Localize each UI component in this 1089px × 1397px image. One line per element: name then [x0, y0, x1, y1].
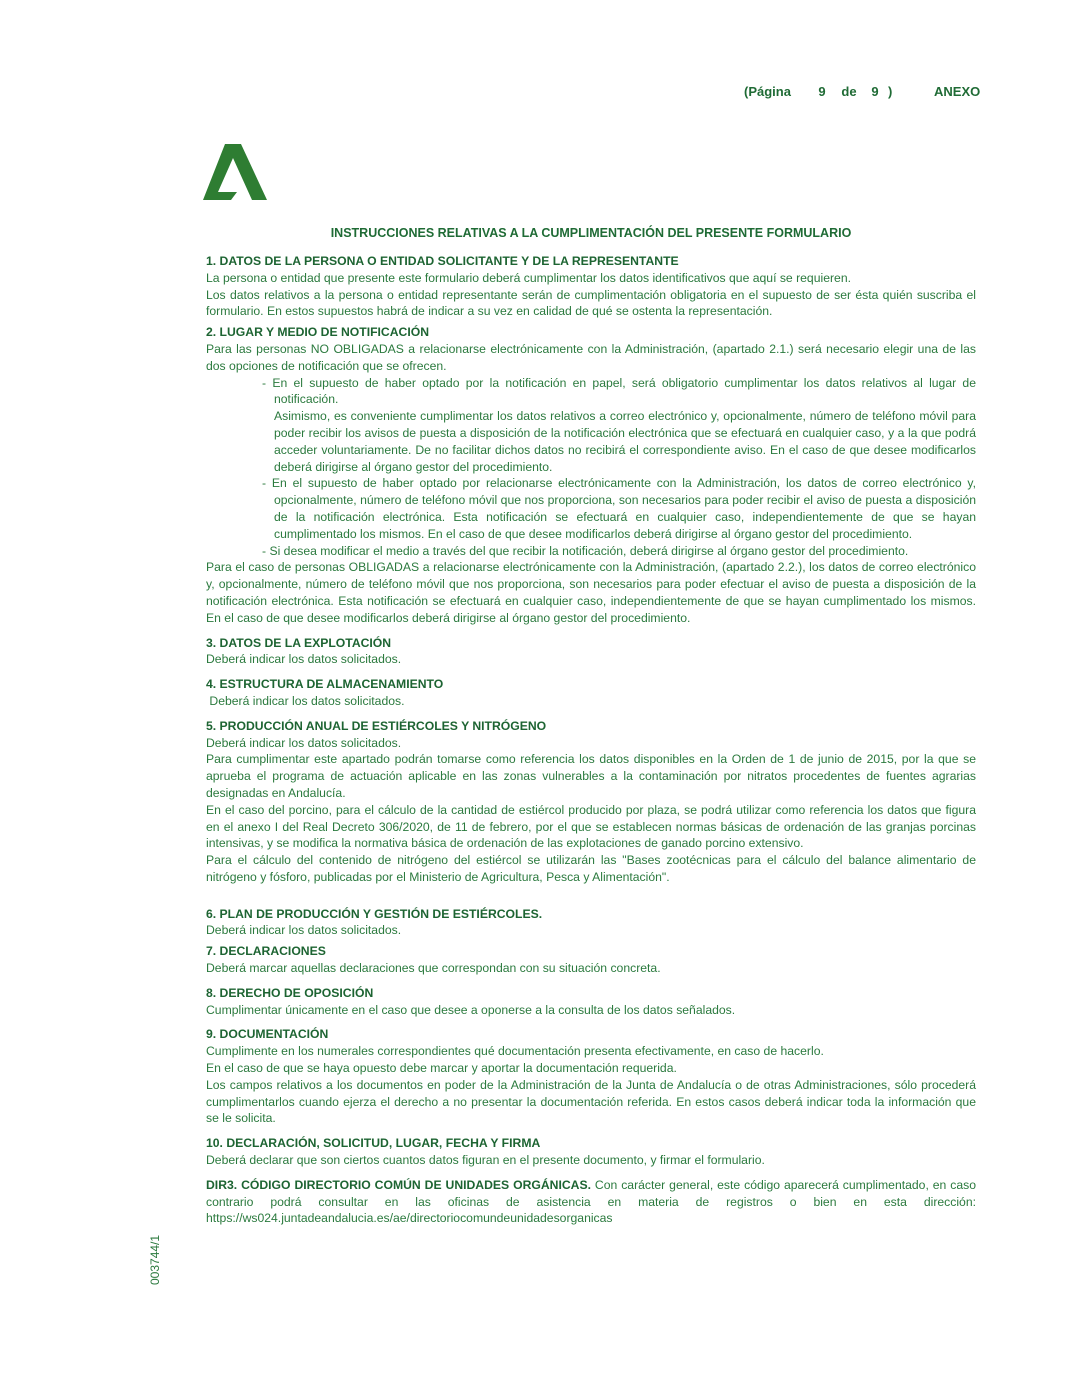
- section-7-heading: 7. DECLARACIONES: [206, 944, 326, 959]
- section-7-text: Deberá marcar aquellas declaraciones que correspondan con su situación concreta.: [206, 961, 661, 976]
- section-3-heading: 3. DATOS DE LA EXPLOTACIÓN: [206, 635, 392, 650]
- section-2-text: Para el caso de personas OBLIGADAS a relacionarse electrónicamente con la Administración, (apartado 2.2.), los datos de correo electrónico y, opcionalmente, número de teléfono móvil que nos proporciona, son necesarios para poder efectuar el aviso de puesta a disposición de la notificación electrónica. Esta notificación se efectuará en cualquier caso, independientemente de que se hayan cumplimentado los mismos. En el caso de que desee modificarlos deberá dirigirse al órgano gestor del procedimiento.: [206, 560, 976, 625]
- section-9-text: En el caso de que se haya opuesto debe marcar y aportar la documentación requerida.: [206, 1061, 677, 1076]
- section-2-bullet-cont: Asimismo, es conveniente cumplimentar los datos relativos a correo electrónico y, opcionalmente, número de teléfono móvil para poder recibir los avisos de puesta a disposición de la notificación electrónica que se efectuará en cualquier caso, y a la que podrá acceder voluntariamente. De no facilitar dichos datos no recibirá el correspondiente aviso. En el caso de que desee modificarlos deberá dirigirse al órgano gestor del procedimiento.: [274, 409, 976, 474]
- instructions-title: INSTRUCCIONES RELATIVAS A LA CUMPLIMENTACIÓN DEL PRESENTE FORMULARIO: [330, 226, 852, 240]
- dir3-text: Con carácter general, este código aparecerá cumplimentado, en caso contrario podrá consultar en las oficinas de asistencia en materia de registros o bien en esta dirección: https://ws024.juntadeandalucia.es/ae/directoriocomundeunidadesorganicas: [206, 1177, 976, 1226]
- section-2-heading: 2. LUGAR Y MEDIO DE NOTIFICACIÓN: [206, 325, 430, 340]
- section-5-text: Para cumplimentar este apartado podrán tomarse como referencia los datos disponibles en la Orden de 1 de junio de 2015, por la que se aprueba el programa de actuación aplicable en las zonas vulnerables a la contaminación por nitratos procedentes de fuentes agrarias designadas en Andalucía.: [206, 752, 976, 800]
- section-1-heading: 1. DATOS DE LA PERSONA O ENTIDAD SOLICITANTE Y DE LA REPRESENTANTE: [206, 254, 679, 268]
- junta-andalucia-logo-icon: [203, 142, 267, 202]
- page-label: (Página: [744, 84, 791, 99]
- page-total: 9: [871, 84, 879, 99]
- dir3-heading: DIR3. CÓDIGO DIRECTORIO COMÚN DE UNIDADES ORGÁNICAS.: [206, 1177, 591, 1192]
- section-2-bullet: - Si desea modificar el medio a través del que recibir la notificación, deberá dirigirse al órgano gestor del procedimiento.: [262, 543, 909, 558]
- page-header: [744, 84, 980, 99]
- page-close: ): [888, 84, 893, 99]
- section-2-bullet: - En el supuesto de haber optado por la notificación en papel, será obligatorio cumplimentar los datos relativos al lugar de notificación.: [262, 375, 976, 407]
- section-3-text: Deberá indicar los datos solicitados.: [206, 652, 402, 667]
- page-de: de: [841, 84, 857, 99]
- section-8-text: Cumplimentar únicamente en el caso que desee a oponerse a la consulta de los datos señalados.: [206, 1002, 736, 1017]
- section-6-heading: 6. PLAN DE PRODUCCIÓN Y GESTIÓN DE ESTIÉRCOLES.: [206, 906, 543, 921]
- dir3-paragraph: [206, 1177, 976, 1227]
- document-code: 003744/1: [148, 1234, 162, 1285]
- anexo-label: ANEXO: [934, 84, 981, 99]
- page-current: 9: [818, 84, 826, 99]
- section-10-text: Deberá declarar que son ciertos cuantos datos figuran en el presente documento, y firmar el formulario.: [206, 1153, 765, 1168]
- section-6-text: Deberá indicar los datos solicitados.: [206, 923, 402, 938]
- section-5-text: Para el cálculo del contenido de nitrógeno del estiércol se utilizarán las "Bases zootécnicas para el cálculo del balance alimentario de nitrógeno y fósforo, publicadas por el Ministerio de Agricultura, Pesca y Alimentación".: [206, 853, 976, 884]
- section-5-text: Deberá indicar los datos solicitados.: [206, 735, 402, 750]
- section-1-text: La persona o entidad que presente este formulario deberá cumplimentar los datos identificativos que aquí se requieren.: [206, 270, 851, 285]
- section-5-heading: 5. PRODUCCIÓN ANUAL DE ESTIÉRCOLES Y NITRÓGENO: [206, 718, 547, 733]
- section-10-heading: 10. DECLARACIÓN, SOLICITUD, LUGAR, FECHA Y FIRMA: [206, 1136, 541, 1151]
- section-4-text: Deberá indicar los datos solicitados.: [206, 693, 405, 708]
- instructions-body: [206, 253, 976, 1227]
- section-2-text: Para las personas NO OBLIGADAS a relacionarse electrónicamente con la Administración, (apartado 2.1.) será necesario elegir una de las dos opciones de notificación que se ofrecen.: [206, 341, 976, 373]
- section-1-text: Los datos relativos a la persona o entidad representante serán de cumplimentación obligatoria en el supuesto de ser ésta quién suscriba el formulario. En estos supuestos habrá de indicar a su vez en calidad de qué se ostenta la representación.: [206, 287, 976, 319]
- section-2-bullet: - En el supuesto de haber optado por relacionarse electrónicamente con la Administración, los datos de correo electrónico y, opcionalmente, número de teléfono móvil que nos proporciona, son necesarios para poder recibir el aviso de puesta a disposición de la notificación electrónica. Esta notificación se efectuará en cualquier caso, independientemente de que se hayan cumplimentado los mismos. En el caso de que desee modificarlos deberá dirigirse al órgano gestor del procedimiento.: [262, 476, 976, 541]
- section-5-text: En el caso del porcino, para el cálculo de la cantidad de estiércol producido por plaza, se podrá utilizar como referencia los datos que figura en el anexo I del Real Decreto 306/2020, de 11 de febrero, por el que se establecen normas básicas de ordenación de las granjas porcinas intensivas, y se modifica la normativa básica de ordenación de las explotaciones de ganado porcino extensivo.: [206, 802, 976, 851]
- section-4-heading: 4. ESTRUCTURA DE ALMACENAMIENTO: [206, 677, 444, 692]
- section-9-heading: 9. DOCUMENTACIÓN: [206, 1027, 329, 1042]
- section-8-heading: 8. DERECHO DE OPOSICIÓN: [206, 985, 374, 1000]
- section-9-text: Los campos relativos a los documentos en poder de la Administración de la Junta de Andalucía o de otras Administraciones, sólo procederá cumplimentarlos cuando ejerza el derecho a no presentar la documentación referida. En estos casos deberá indicar toda la información que se le solicita.: [206, 1077, 976, 1126]
- section-9-text: Cumplimente en los numerales correspondientes qué documentación presenta efectivamente, en caso de hacerlo.: [206, 1044, 824, 1059]
